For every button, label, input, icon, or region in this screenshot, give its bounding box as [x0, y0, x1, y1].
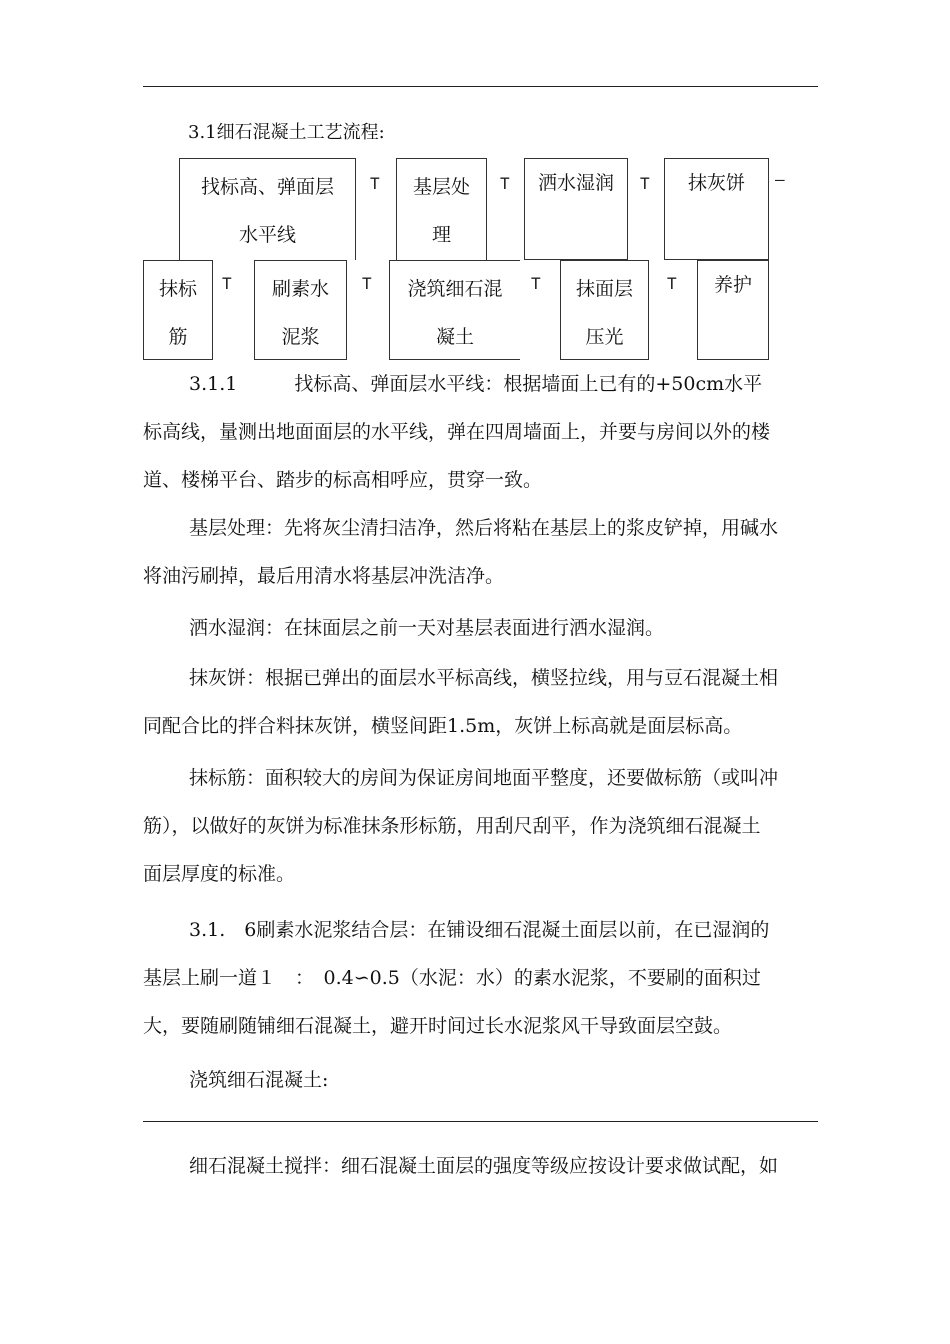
flow-arrow: T: [500, 174, 510, 193]
flow-box-brush-slurry: 刷素水 泥浆: [254, 260, 347, 360]
flow-box-pour-concrete: 浇筑细石混 凝土: [389, 260, 520, 360]
flow-arrow: T: [531, 274, 541, 293]
section-heading: 3.1细石混凝土工艺流程:: [188, 122, 385, 143]
paragraph-plaster-rib: 抹标筋：面积较大的房间为保证房间地面平整度，还要做标筋（或叫冲 筋），以做好的灰饼为标准抹条形标筋，用刮尺刮平，作为浇筑细石混凝土 面层厚度的标准。: [143, 767, 779, 885]
flow-box-find-level: 找标高、弹面层 水平线: [179, 158, 356, 260]
flow-box-trowel-surface: 抹面层 压光: [560, 260, 649, 360]
bottom-rule: [143, 1121, 818, 1122]
paragraph-base-treatment: 基层处理：先将灰尘清扫洁净，然后将粘在基层上的浆皮铲掉，用碱水 将油污刷掉，最后用清水将基层冲洗洁净。: [143, 517, 779, 587]
flow-arrow: T: [370, 174, 380, 193]
flow-arrow: T: [640, 174, 650, 193]
flow-arrow: T: [667, 274, 677, 293]
flow-arrow-tail: —: [775, 170, 785, 189]
paragraph-water-wetting: 洒水湿润：在抹面层之前一天对基层表面进行洒水湿润。: [189, 617, 665, 639]
flow-box-water-wetting: 洒水湿润: [524, 158, 628, 260]
flow-box-base-treatment: 基层处 理: [396, 158, 487, 260]
paragraph-3-1-6: 3.1. 6刷素水泥浆结合层：在铺设细石混凝土面层以前，在已湿润的 基层上刷一道１ ： 0.4∽0.5（水泥：水）的素水泥浆，不要刷的面积过 大，要随刷随铺细石混凝土，避开时间过长水泥浆风干导致面层空鼓。: [143, 919, 770, 1037]
flow-arrow: T: [362, 274, 372, 293]
flow-box-curing: 养护: [697, 260, 769, 360]
paragraph-pour-concrete: 浇筑细石混凝土:: [189, 1069, 329, 1091]
paragraph-concrete-mixing: 细石混凝土搅拌：细石混凝土面层的强度等级应按设计要求做试配，如: [189, 1155, 779, 1177]
paragraph-plaster-cake: 抹灰饼：根据已弹出的面层水平标高线，横竖拉线，用与豆石混凝土相 同配合比的拌合料抹灰饼，横竖间距1.5m，灰饼上标高就是面层标高。: [143, 667, 779, 737]
flow-arrow: T: [222, 274, 232, 293]
paragraph-3-1-1: 3.1.1 找标高、弹面层水平线：根据墙面上已有的+50cm水平 标高线，量测出地面面层的水平线，弹在四周墙面上，并要与房间以外的楼 道、楼梯平台、踏步的标高相呼应，贯穿一致。: [143, 373, 771, 491]
flow-box-plaster-rib: 抹标 筋: [143, 260, 213, 360]
top-rule: [143, 86, 818, 87]
flow-box-plaster-cake: 抹灰饼: [664, 158, 769, 260]
